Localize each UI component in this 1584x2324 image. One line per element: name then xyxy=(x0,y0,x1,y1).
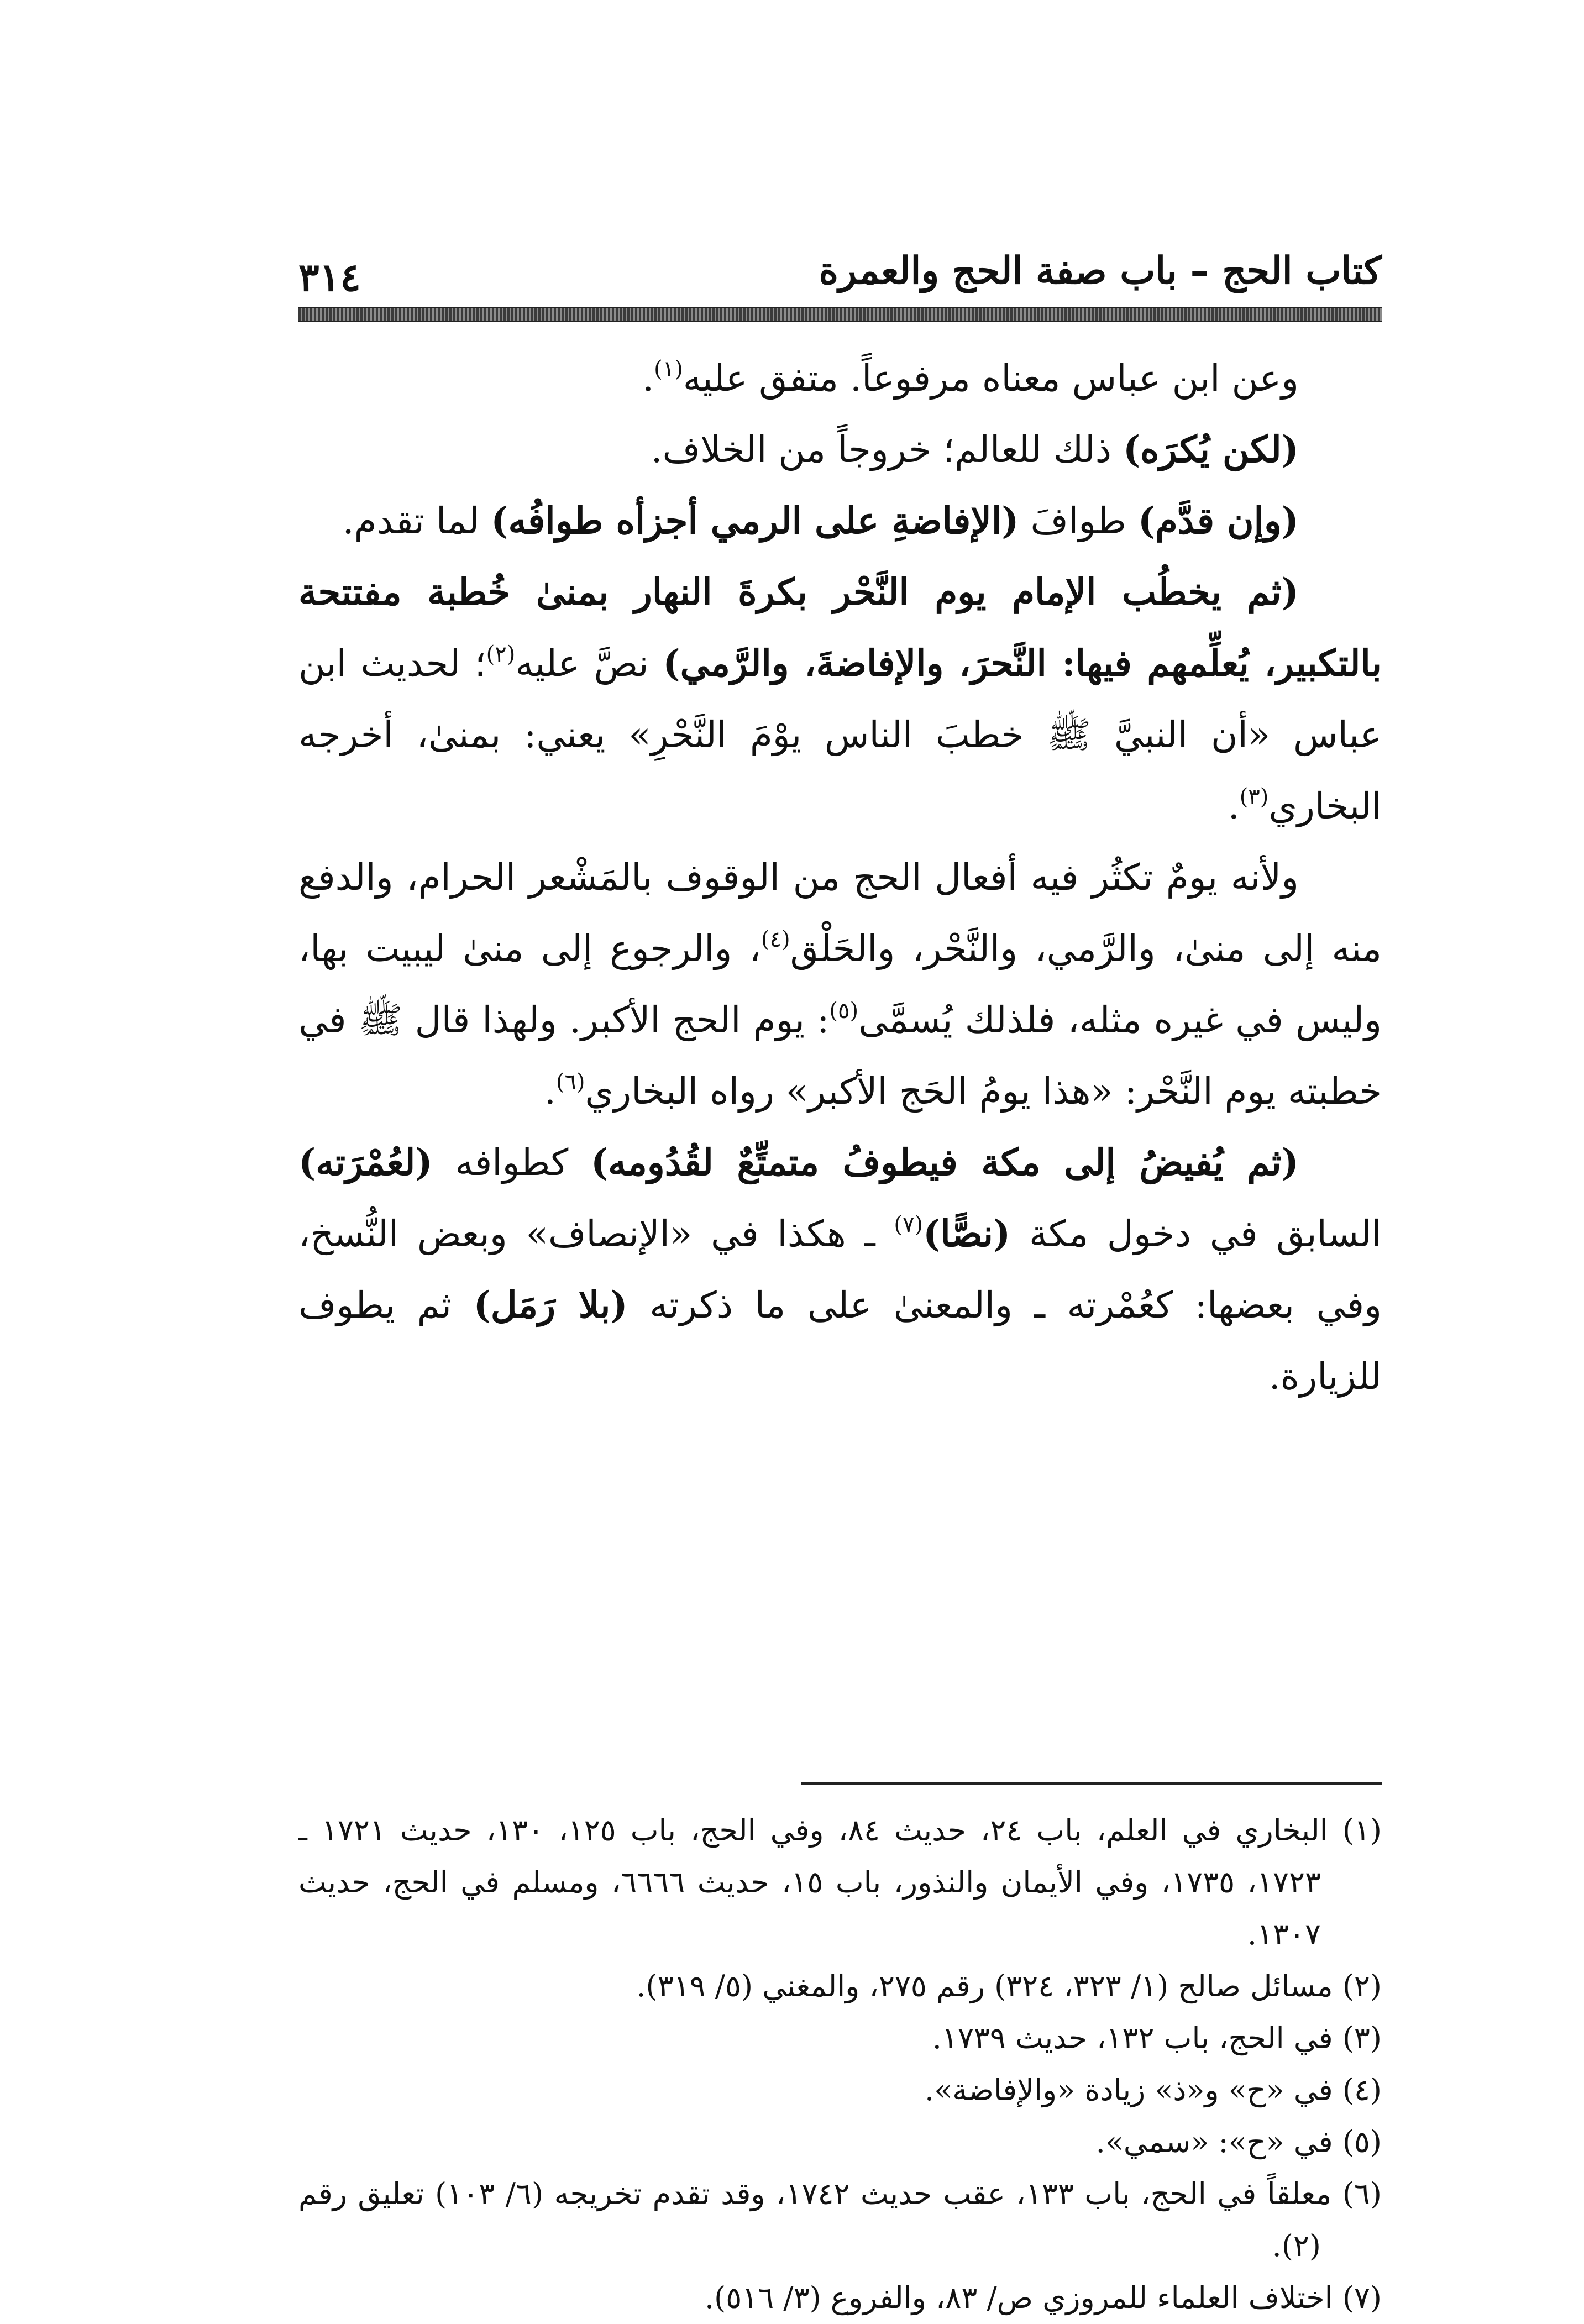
bold-matn-text: (ثم يُفيضُ إلى مكة فيطوفُ متمتِّعٌ لقُدُومه) xyxy=(590,1141,1299,1184)
commentary-text: . xyxy=(642,357,654,400)
bold-matn-text: (بلا رَمَل) xyxy=(473,1283,628,1326)
commentary-text: : يوم الحج الأكبر. ولهذا قال ﷺ في خطبته يوم النَّحْر: «هذا يومُ الحَج الأكبر» رواه البخاري xyxy=(298,999,1382,1113)
footnote-marker: (٦) xyxy=(555,1069,585,1095)
footnote-marker: (٥) xyxy=(829,998,859,1024)
commentary-text: لما تقدم. xyxy=(342,500,491,542)
running-title: كتاب الحج – باب صفة الحج والعمرة xyxy=(819,249,1382,293)
bold-matn-text: (لعُمْرَته) xyxy=(298,1141,433,1184)
paragraph xyxy=(298,485,1382,557)
footnote-2: (٢) مسائل صالح (١/ ٣٢٣، ٣٢٤) رقم ٢٧٥، والمغني (٥/ ٣١٩). xyxy=(636,1969,1382,2003)
bold-matn-text: (لكن يُكرَه) xyxy=(1123,428,1299,471)
paragraph xyxy=(298,343,1382,414)
commentary-text: ولأنه يومٌ تكثُر فيه أفعال الحج من الوقوف بالمَشْعر الحرام، والدفع منه إلى منىٰ، والرَّمي، والنَّحْر، والحَلْق xyxy=(298,856,1382,970)
footnote-marker: (٣) xyxy=(1239,784,1269,810)
commentary-text: نصَّ عليه xyxy=(515,642,663,685)
bold-matn-text: (وإن قدَّم) xyxy=(1137,499,1299,542)
footnote-separator xyxy=(801,1782,1382,1785)
footnote-7: (٧) اختلاف العلماء للمروزي ص/ ٨٣، والفروع (٣/ ٥١٦). xyxy=(705,2280,1382,2315)
footnote-marker: (١) xyxy=(654,356,683,382)
footnote-4: (٤) في «ح» و«ذ» زيادة «والإفاضة». xyxy=(924,2073,1382,2107)
commentary-text: . xyxy=(1228,785,1240,827)
commentary-text: . xyxy=(544,1070,556,1113)
footnote-5: (٥) في «ح»: «سمي». xyxy=(1095,2124,1382,2159)
commentary-text: ذلك للعالم؛ خروجاً من الخلاف. xyxy=(651,428,1123,471)
bold-matn-text: (نصًّا) xyxy=(923,1212,1011,1255)
footnote-1: (١) البخاري في العلم، باب ٢٤، حديث ٨٤، وفي الحج، باب ١٢٥، ١٣٠، حديث ١٧٢١ ـ ١٧٢٣، ١٧٣٥، وفي الأيمان والنذور، باب ١٥، حديث ٦٦٦٦، ومسلم في الحج، حديث ١٣٠٧. xyxy=(298,1813,1382,1951)
commentary-text: كطوافه xyxy=(432,1141,591,1184)
header-rule xyxy=(298,307,1382,322)
paragraph xyxy=(298,414,1382,485)
paragraph xyxy=(298,1127,1382,1412)
commentary-text: وعن ابن عباس معناه مرفوعاً. متفق عليه xyxy=(683,357,1299,400)
bold-matn-text: (الإفاضةِ على الرمي أجزأه طوافُه) xyxy=(491,499,1019,542)
commentary-text: ؛ لحديث ابن عباس «أن النبيَّ ﷺ خطبَ الناس يوْمَ النَّحْرِ» يعني: بمنىٰ، أخرجه البخاري xyxy=(298,642,1382,827)
page-number: ٣١٤ xyxy=(298,254,361,300)
commentary-text: ـ هكذا في «الإنصاف» وبعض النُّسخ، وفي بعضها: كعُمْرته ـ والمعنىٰ على ما ذكرته xyxy=(298,1213,1382,1326)
commentary-text: السابق في دخول مكة xyxy=(1010,1213,1382,1255)
body-text xyxy=(298,343,1382,1412)
page-header xyxy=(298,238,1382,298)
paragraph xyxy=(298,842,1382,1127)
footnote-marker: (٧) xyxy=(894,1212,924,1237)
commentary-text: طوافَ xyxy=(1019,500,1138,542)
footnote-6: (٦) معلقاً في الحج، باب ١٣٣، عقب حديث ١٧٤٢، وقد تقدم تخريجه (٦/ ١٠٣) تعليق رقم (٢). xyxy=(298,2176,1382,2263)
footnote-3: (٣) في الحج، باب ١٣٢، حديث ١٧٣٩. xyxy=(932,2021,1382,2055)
commentary-text: ، والرجوع إلى منىٰ ليبيت بها، وليس في غيره مثله، فلذلك يُسمَّى xyxy=(298,927,1382,1041)
footnotes xyxy=(298,1804,1382,2324)
footnote-marker: (٢) xyxy=(486,642,516,667)
footnote-marker: (٤) xyxy=(760,927,790,952)
commentary-text: ثم يطوف للزيارة. xyxy=(298,1284,1382,1398)
paragraph xyxy=(298,557,1382,842)
bold-matn-text: (ثم يخطُب الإمام يوم النَّحْر بكرةَ النهار بمنىٰ خُطبة مفتتحة بالتكبير، يُعلِّمهم فيها: النَّحرَ، والإفاضةَ، والرَّمي) xyxy=(298,570,1382,685)
